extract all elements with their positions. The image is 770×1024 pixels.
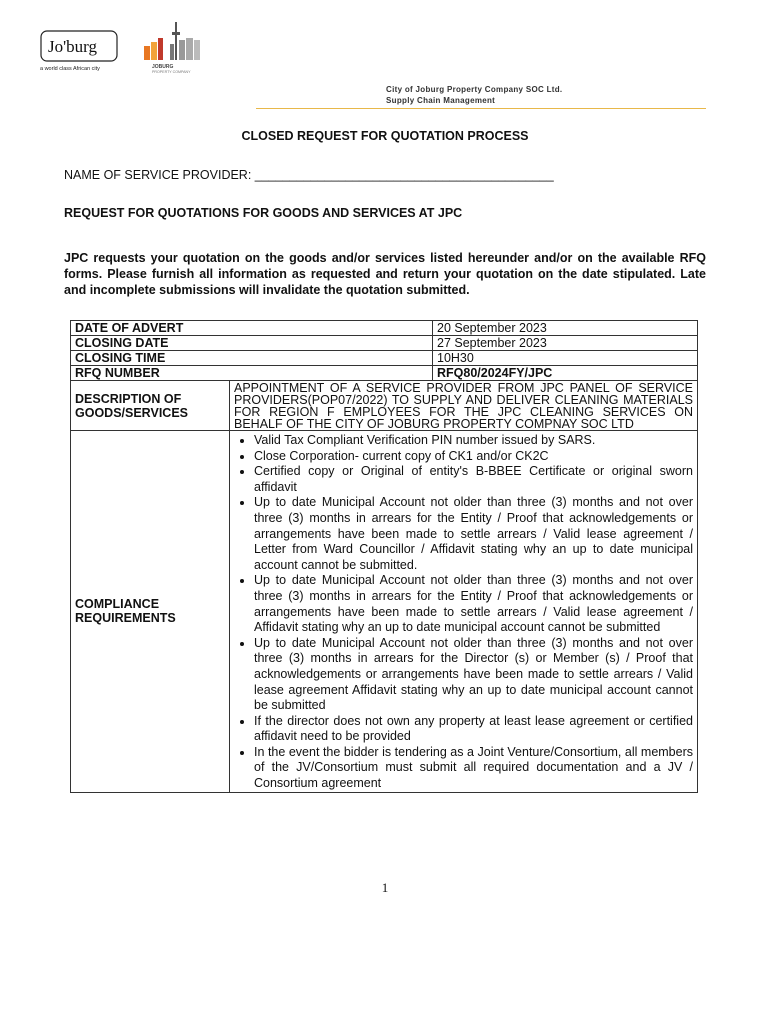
joburg-tagline: a world class African city xyxy=(40,66,100,72)
svg-text:Jo'burg: Jo'burg xyxy=(48,37,98,56)
date-of-advert-value: 20 September 2023 xyxy=(433,321,698,336)
rfq-number-label: RFQ NUMBER xyxy=(71,366,433,381)
page-number: 1 xyxy=(381,880,389,895)
provider-name-line: NAME OF SERVICE PROVIDER: ___________________________________________ xyxy=(64,168,554,182)
svg-text:PROPERTY COMPANY: PROPERTY COMPANY xyxy=(152,70,191,74)
closing-date-value: 27 September 2023 xyxy=(433,336,698,351)
company-block xyxy=(386,84,562,106)
compliance-label: COMPLIANCE REQUIREMENTS xyxy=(71,431,230,793)
date-of-advert-label: DATE OF ADVERT xyxy=(71,321,433,336)
list-item: • Valid Tax Compliant Verification PIN number issued by SARS. xyxy=(254,433,693,449)
list-item: • If the director does not own any property at least lease agreement or certified affidavit need to be provided xyxy=(254,714,693,745)
joburg-logo xyxy=(40,30,118,62)
svg-text:JOBURG: JOBURG xyxy=(152,64,174,70)
jpc-logo xyxy=(142,20,214,74)
table-row xyxy=(71,336,698,351)
company-name: City of Joburg Property Company SOC Ltd. xyxy=(386,85,563,94)
closing-date-label: CLOSING DATE xyxy=(71,336,433,351)
rfq-details-table xyxy=(70,320,698,793)
rfq-heading: REQUEST FOR QUOTATIONS FOR GOODS AND SERVICES AT JPC xyxy=(64,206,463,220)
list-item: • Close Corporation- current copy of CK1 and/or CK2C xyxy=(254,449,693,465)
table-row xyxy=(71,366,698,381)
list-item: • Up to date Municipal Account not older than three (3) months and not over three (3) months in arrears for the Entity / Proof that acknowledgements or arrangements have been made to settle arrears / Valid lease agreement / Affidavit stating why an up to date municipal account cannot be submitted xyxy=(254,573,693,635)
department-name: Supply Chain Management xyxy=(386,96,496,105)
header-divider xyxy=(256,108,706,109)
compliance-list xyxy=(234,433,693,792)
document-title: CLOSED REQUEST FOR QUOTATION PROCESS xyxy=(241,129,529,143)
closing-time-value: 10H30 xyxy=(433,351,698,366)
table-row xyxy=(71,381,698,431)
table-row xyxy=(71,351,698,366)
list-item: • In the event the bidder is tendering as a Joint Venture/Consortium, all members of the JV/Consortium must submit all required documentation and a JV / Consortium agreement xyxy=(254,745,693,792)
closing-time-label: CLOSING TIME xyxy=(71,351,433,366)
compliance-cell xyxy=(230,431,698,793)
description-value: APPOINTMENT OF A SERVICE PROVIDER FROM JPC PANEL OF SERVICE PROVIDERS(POP07/2022) TO SUPPLY AND DELIVER CLEANING MATERIALS FOR REGION F EMPLOYEES FOR THE JPC CLEANING SERVICES ON BEHALF OF THE CITY OF JOBURG PROPERTY COMPNAY SOC LTD xyxy=(230,381,698,431)
list-item: • Up to date Municipal Account not older than three (3) months and not over three (3) months in arrears for the Entity / Proof that acknowledgements or arrangements have been made to settle arrears / Valid lease agreement / Letter from Ward Councillor / Affidavit stating why an up to date municipal account cannot be submitted. xyxy=(254,495,693,573)
table-row xyxy=(71,431,698,793)
list-item: • Up to date Municipal Account not older than three (3) months and not over three (3) months in arrears for the Director (s) or Member (s) / Proof that acknowledgements or arrangements have been made to settle arrears / Valid lease agreement Affidavit stating why an up to date municipal account cannot be submitted xyxy=(254,636,693,714)
rfq-number-value: RFQ80/2024FY/JPC xyxy=(433,366,698,381)
description-label: DESCRIPTION OF GOODS/SERVICES xyxy=(71,381,230,431)
intro-paragraph: JPC requests your quotation on the goods and/or services listed hereunder and/or on the available RFQ forms. Please furnish all information as requested and return your quotation on the date stipulated. Late and incomplete submissions will invalidate the quotation submitted. xyxy=(64,251,706,297)
table-row xyxy=(71,321,698,336)
list-item: • Certified copy or Original of entity's B-BBEE Certificate or original sworn affidavit xyxy=(254,464,693,495)
